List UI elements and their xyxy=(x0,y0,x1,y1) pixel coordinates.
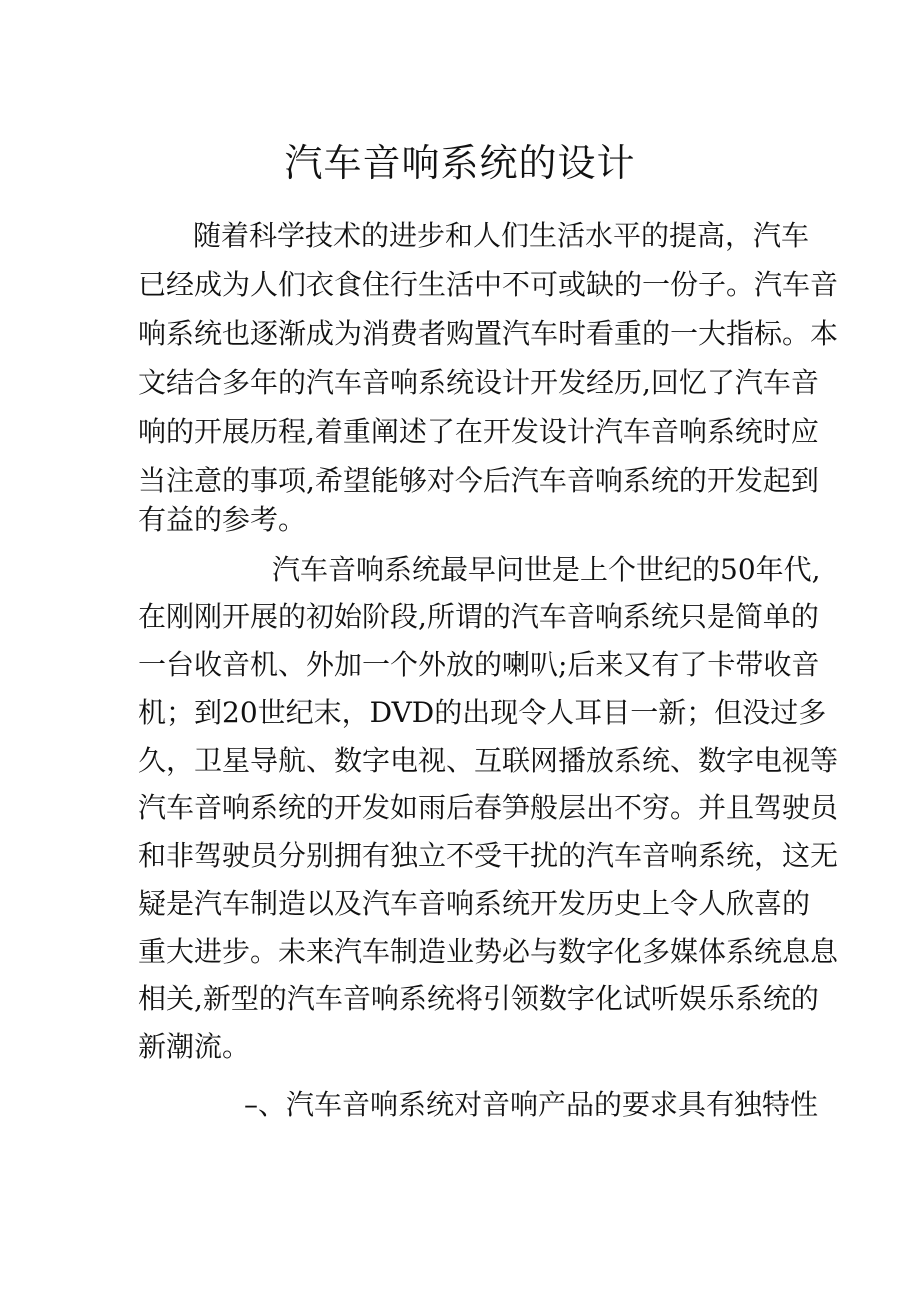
paragraph-2-line-3: 一台收音机、外加一个外放的喇叭;后来又有了卡带收音 xyxy=(138,648,820,681)
paragraph-1-line-7: 有益的参考。 xyxy=(138,503,307,536)
paragraph-1-line-5: 响的开展历程,着重阐述了在开发设计汽车音响系统时应 xyxy=(138,415,819,448)
paragraph-2-line-9: 重大进步。未来汽车制造业势必与数字化多媒体系统息息 xyxy=(138,935,839,968)
paragraph-2-line-7: 和非驾驶员分别拥有独立不受干扰的汽车音响系统，这无 xyxy=(138,839,839,872)
paragraph-1-line-4: 文结合多年的汽车音响系统设计开发经历,回忆了汽车音 xyxy=(138,366,819,399)
paragraph-2-line-5: 久，卫星导航、数字电视、互联网播放系统、数字电视等 xyxy=(138,744,839,777)
paragraph-2-line-2: 在刚刚开展的初始阶段,所谓的汽车音响系统只是简单的 xyxy=(138,600,819,633)
paragraph-2-line-10: 相关,新型的汽车音响系统将引领数字化试听娱乐系统的 xyxy=(138,982,819,1015)
section-heading-1: –、汽车音响系统对音响产品的要求具有独特性 xyxy=(244,1088,819,1121)
paragraph-1-line-2: 已经成为人们衣食住行生活中不可或缺的一份子。汽车音 xyxy=(138,268,839,301)
paragraph-2-line-6: 汽车音响系统的开发如雨后春笋般层出不穷。并且驾驶员 xyxy=(138,791,839,824)
document-title: 汽车音响系统的设计 xyxy=(284,141,636,185)
paragraph-1-line-1: 随着科学技术的进步和人们生活水平的提高，汽车 xyxy=(193,219,810,252)
paragraph-2-line-11: 新潮流。 xyxy=(138,1030,251,1063)
paragraph-1-line-6: 当注意的事项,希望能够对今后汽车音响系统的开发起到 xyxy=(138,464,819,497)
paragraph-1-line-3: 响系统也逐渐成为消费者购置汽车时看重的一大指标。本 xyxy=(138,317,839,350)
paragraph-2-line-4: 机；到20世纪末，DVD的出现令人耳目一新；但没过多 xyxy=(138,696,827,729)
paragraph-2-line-8: 疑是汽车制造以及汽车音响系统开发历史上令人欣喜的 xyxy=(138,887,811,920)
paragraph-2-line-1: 汽车音响系统最早问世是上个世纪的50年代, xyxy=(272,553,821,586)
